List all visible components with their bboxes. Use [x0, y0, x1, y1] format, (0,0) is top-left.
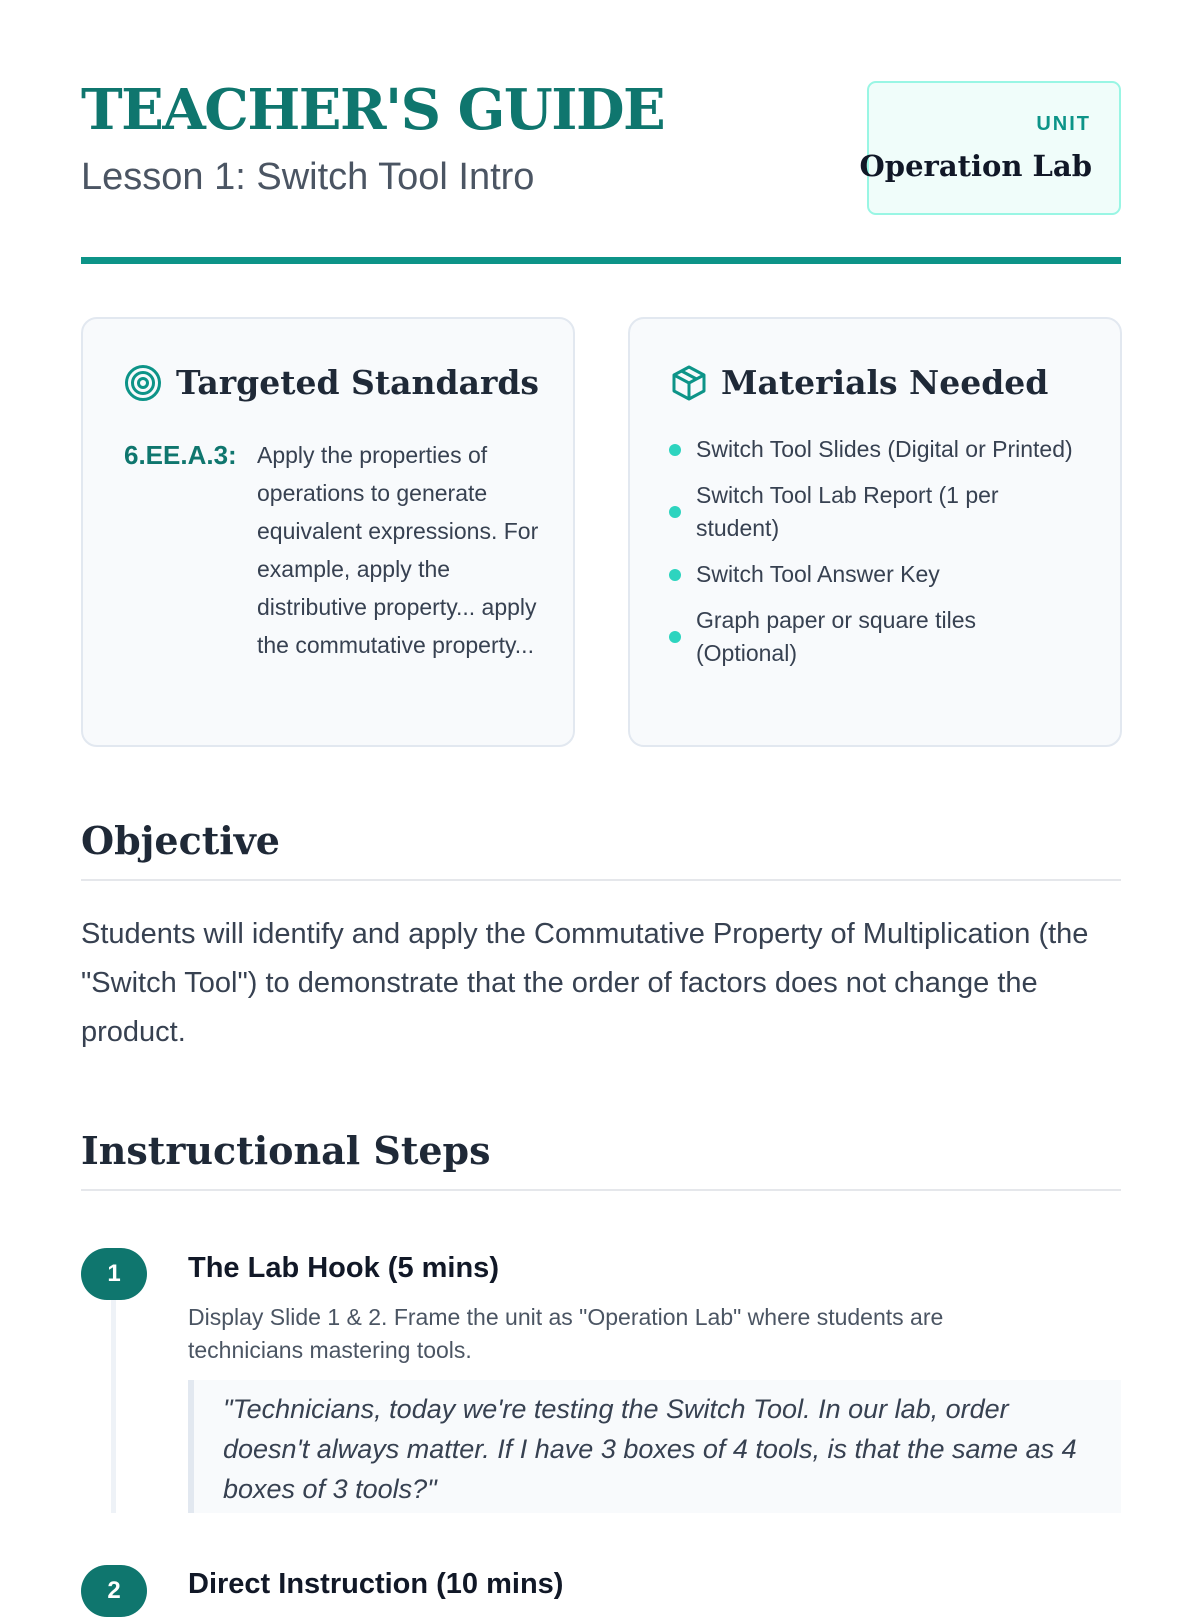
header [81, 0, 1121, 265]
unit-badge [859, 81, 1121, 215]
step-title: The Lab Hook (5 mins) [188, 1252, 499, 1284]
teacher-guide-page [81, 0, 1121, 1604]
materials-list [669, 433, 1079, 683]
bullet-dot-icon [669, 631, 681, 643]
standards-card-header [124, 363, 539, 402]
material-label: Switch Tool Slides (Digital or Printed) [696, 436, 1073, 462]
header-divider [81, 257, 1121, 264]
standards-card [81, 317, 575, 747]
unit-label: UNIT [1036, 113, 1091, 135]
target-icon [124, 364, 162, 402]
list-item [669, 433, 1079, 466]
standards-heading: Targeted Standards [176, 363, 539, 402]
bullet-dot-icon [669, 506, 681, 518]
standard-code: 6.EE.A.3: [124, 440, 237, 470]
material-label: Graph paper or square tiles (Optional) [696, 607, 976, 666]
list-item [669, 604, 1079, 670]
objective-text: Students will identify and apply the Commutative Property of Multiplication (the "Switch Tool") to demonstrate that the order of factors does not change the product. [81, 918, 1089, 1048]
quote-text: "Technicians, today we're testing the Switch Tool. In our lab, order doesn't always matter. If I have 3 boxes of 4 tools, is that the same as 4 boxes of 3 tools?" [223, 1394, 1077, 1504]
materials-card-header [671, 363, 1048, 402]
page-title: TEACHER'S GUIDE [81, 77, 665, 143]
material-label: Switch Tool Answer Key [696, 561, 940, 587]
step-title: Direct Instruction (10 mins) [188, 1568, 564, 1600]
step-number-badge: 2 [81, 1565, 147, 1617]
lesson-subtitle: Lesson 1: Switch Tool Intro [81, 156, 535, 198]
list-item [669, 558, 1079, 591]
teacher-script-quote [188, 1380, 1121, 1513]
steps-divider [81, 1189, 1121, 1191]
material-label: Switch Tool Lab Report (1 per student) [696, 482, 999, 541]
step-number-badge: 1 [81, 1248, 147, 1300]
list-item [669, 479, 1079, 545]
materials-heading: Materials Needed [721, 363, 1049, 402]
step-description: Display Slide 1 & 2. Frame the unit as "Operation Lab" where students are technicians mastering tools. [188, 1304, 944, 1363]
materials-card [628, 317, 1122, 747]
objective-heading: Objective [81, 818, 280, 863]
bullet-dot-icon [669, 444, 681, 456]
step-timeline [111, 1300, 116, 1513]
unit-value: Operation Lab [859, 149, 1092, 183]
objective-divider [81, 879, 1121, 881]
box-icon [671, 364, 707, 402]
steps-heading: Instructional Steps [81, 1128, 491, 1173]
standard-text: Apply the properties of operations to generate equivalent expressions. For example, apply the distributive property... apply the commutative property... [257, 442, 539, 658]
bullet-dot-icon [669, 569, 681, 581]
